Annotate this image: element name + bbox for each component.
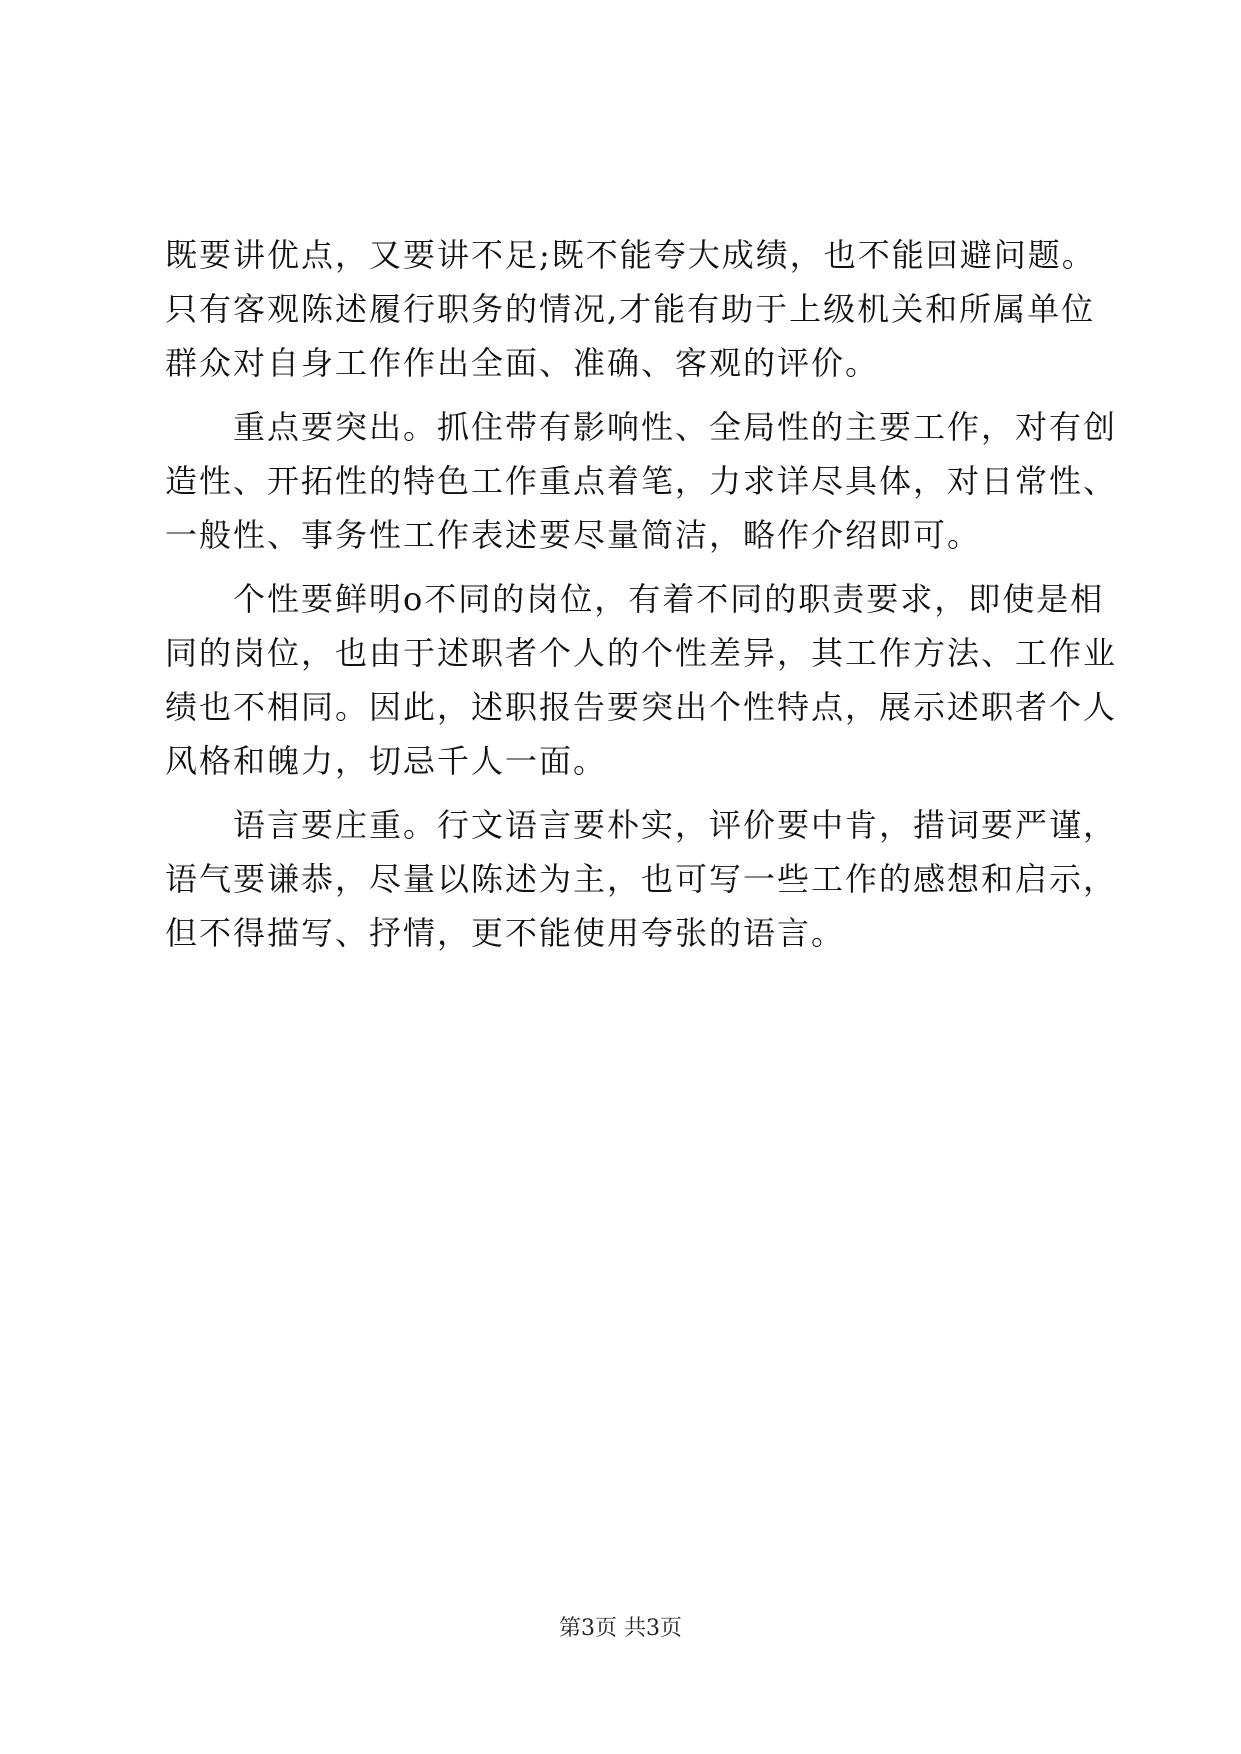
text-line: 风格和魄力，切忌千人一面。 — [165, 742, 608, 780]
text-line: 个性要鲜明o不同的岗位，有着不同的职责要求，即使是相 — [233, 580, 1105, 618]
text-line: 既要讲优点，又要讲不足;既不能夸大成绩，也不能回避问题。 — [165, 236, 1096, 274]
text-line: 但不得描写、抒情，更不能使用夸张的语言。 — [165, 914, 846, 952]
paragraph-3 — [165, 572, 1118, 788]
text-line: 同的岗位，也由于述职者个人的个性差异，其工作方法、工作业 — [165, 634, 1118, 672]
text-line: 绩也不相同。因此，述职报告要突出个性特点，展示述职者个人 — [165, 688, 1118, 726]
page-number-label: 第3页 共3页 — [559, 1616, 682, 1641]
text-line: 一般性、事务性工作表述要尽量简洁，略作介绍即可。 — [165, 516, 982, 554]
text-line: 造性、开拓性的特色工作重点着笔，力求详尽具体，对日常性、 — [165, 462, 1118, 500]
text-line: 语言要庄重。行文语言要朴实，评价要中肯，措词要严谨， — [233, 806, 1118, 844]
paragraph-1 — [165, 228, 1096, 390]
paragraph-2 — [165, 400, 1118, 562]
text-line: 重点要突出。抓住带有影响性、全局性的主要工作，对有创 — [233, 408, 1118, 446]
document-body — [165, 228, 1118, 960]
paragraph-4 — [165, 798, 1118, 960]
page-footer — [0, 1614, 1241, 1644]
text-line: 语气要谦恭，尽量以陈述为主，也可写一些工作的感想和启示， — [165, 860, 1118, 898]
text-line: 只有客观陈述履行职务的情况,才能有助于上级机关和所属单位 — [165, 290, 1096, 328]
text-line: 群众对自身工作作出全面、准确、客观的评价。 — [165, 344, 880, 382]
